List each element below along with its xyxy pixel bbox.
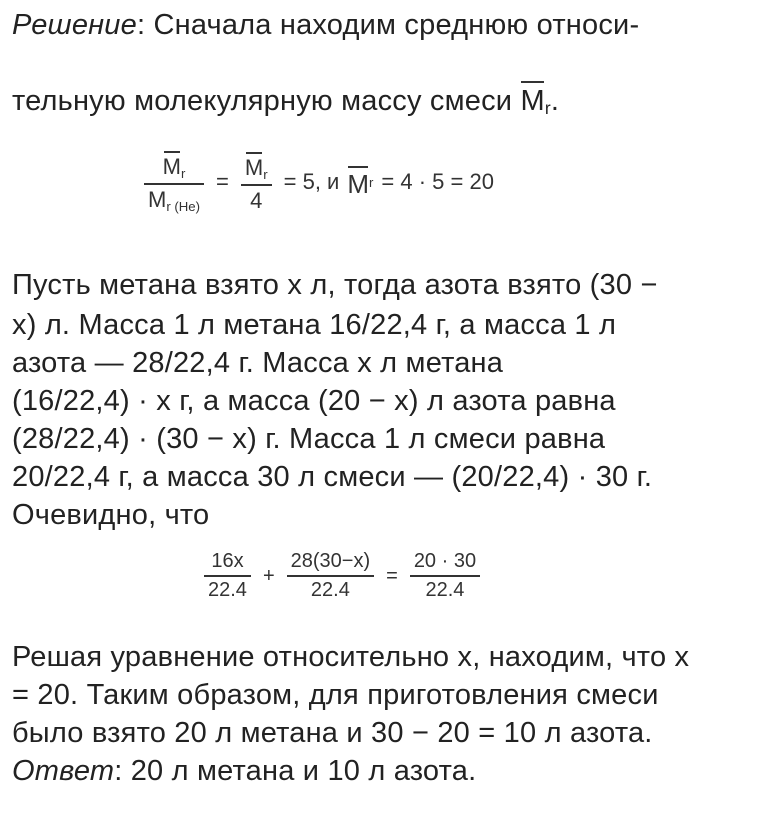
mixture-denominator: 22.4 <box>425 579 465 601</box>
body-line-7: Очевидно, что <box>12 499 210 531</box>
solution-intro-cont: тельную молекулярную массу смеси <box>12 85 513 117</box>
body-line-4: (16/22,4) · x г, а масса (20 − x) л азота равна <box>12 385 616 417</box>
solution-intro: Сначала находим среднюю относи- <box>145 9 640 41</box>
fraction-nitrogen <box>287 550 375 602</box>
denominator-4: 4 <box>250 188 263 214</box>
label-colon: : <box>136 9 146 41</box>
mixture-numerator: 20 · 30 <box>413 550 477 572</box>
formula-mean-mass: $\frac{M_r}{M_{r (He)}}$ = $\frac{M_r}{4}$ = 5, и M r = 4 · 5 = 20 <box>140 150 502 214</box>
answer-label: Ответ <box>12 755 115 787</box>
methane-numerator: 16x <box>211 550 244 572</box>
nitrogen-denominator: 22.4 <box>310 579 350 601</box>
mean-mass-result: = 4 · 5 = 20 <box>381 169 494 195</box>
line2-period: . <box>550 85 560 117</box>
mean-mass-symbol: M <box>520 80 544 118</box>
solution-line-2 <box>12 80 559 125</box>
equals-sign-2: = <box>386 564 398 587</box>
fraction-mean-over-he: $\frac{M_r}{M_{r (He)}}$ <box>144 150 204 214</box>
answer-text: 20 л метана и 10 л азота. <box>122 755 477 787</box>
ratio-result: = 5, и <box>283 169 340 195</box>
fraction-methane <box>204 550 251 602</box>
mean-mass-symbol-2: M <box>347 165 369 200</box>
answer-line <box>12 754 476 788</box>
answer-colon: : <box>114 755 123 787</box>
tail-line-3: было взято 20 л метана и 30 − 20 = 10 л азота. <box>12 717 653 749</box>
body-line-5: (28/22,4) · (30 − x) г. Масса 1 л смеси равна <box>12 423 606 455</box>
body-line-3: азота — 28/22,4 г. Масса x л метана <box>12 347 504 379</box>
plus-sign: + <box>262 564 275 587</box>
tail-line-2: = 20. Таким образом, для приготовления смеси <box>12 679 659 711</box>
body-line-6: 20/22,4 г, а масса 30 л смеси — (20/22,4) · 30 г. <box>12 461 653 493</box>
mean-mass-numerator: M <box>163 150 181 179</box>
mean-mass-subscript: r <box>544 98 551 118</box>
methane-denominator: 22.4 <box>208 579 247 601</box>
body-line-2: x) л. Масса 1 л метана 16/22,4 г, а масса 1 л <box>12 309 617 341</box>
fraction-mixture <box>410 550 480 602</box>
solution-label: Решение <box>12 9 137 41</box>
tail-line-1: Решая уравнение относительно x, находим, что x <box>12 641 690 673</box>
equals-sign: = <box>216 169 229 195</box>
body-line-1: Пусть метана взято x л, тогда азота взято (30 − <box>12 269 658 301</box>
he-mass-denominator: M <box>148 187 167 213</box>
formula-mass-balance <box>200 550 484 602</box>
fraction-mean-over-4: $\frac{M_r}{4}$ <box>241 151 272 213</box>
solution-line-1 <box>12 8 639 42</box>
nitrogen-numerator: 28(30−x) <box>290 550 371 572</box>
